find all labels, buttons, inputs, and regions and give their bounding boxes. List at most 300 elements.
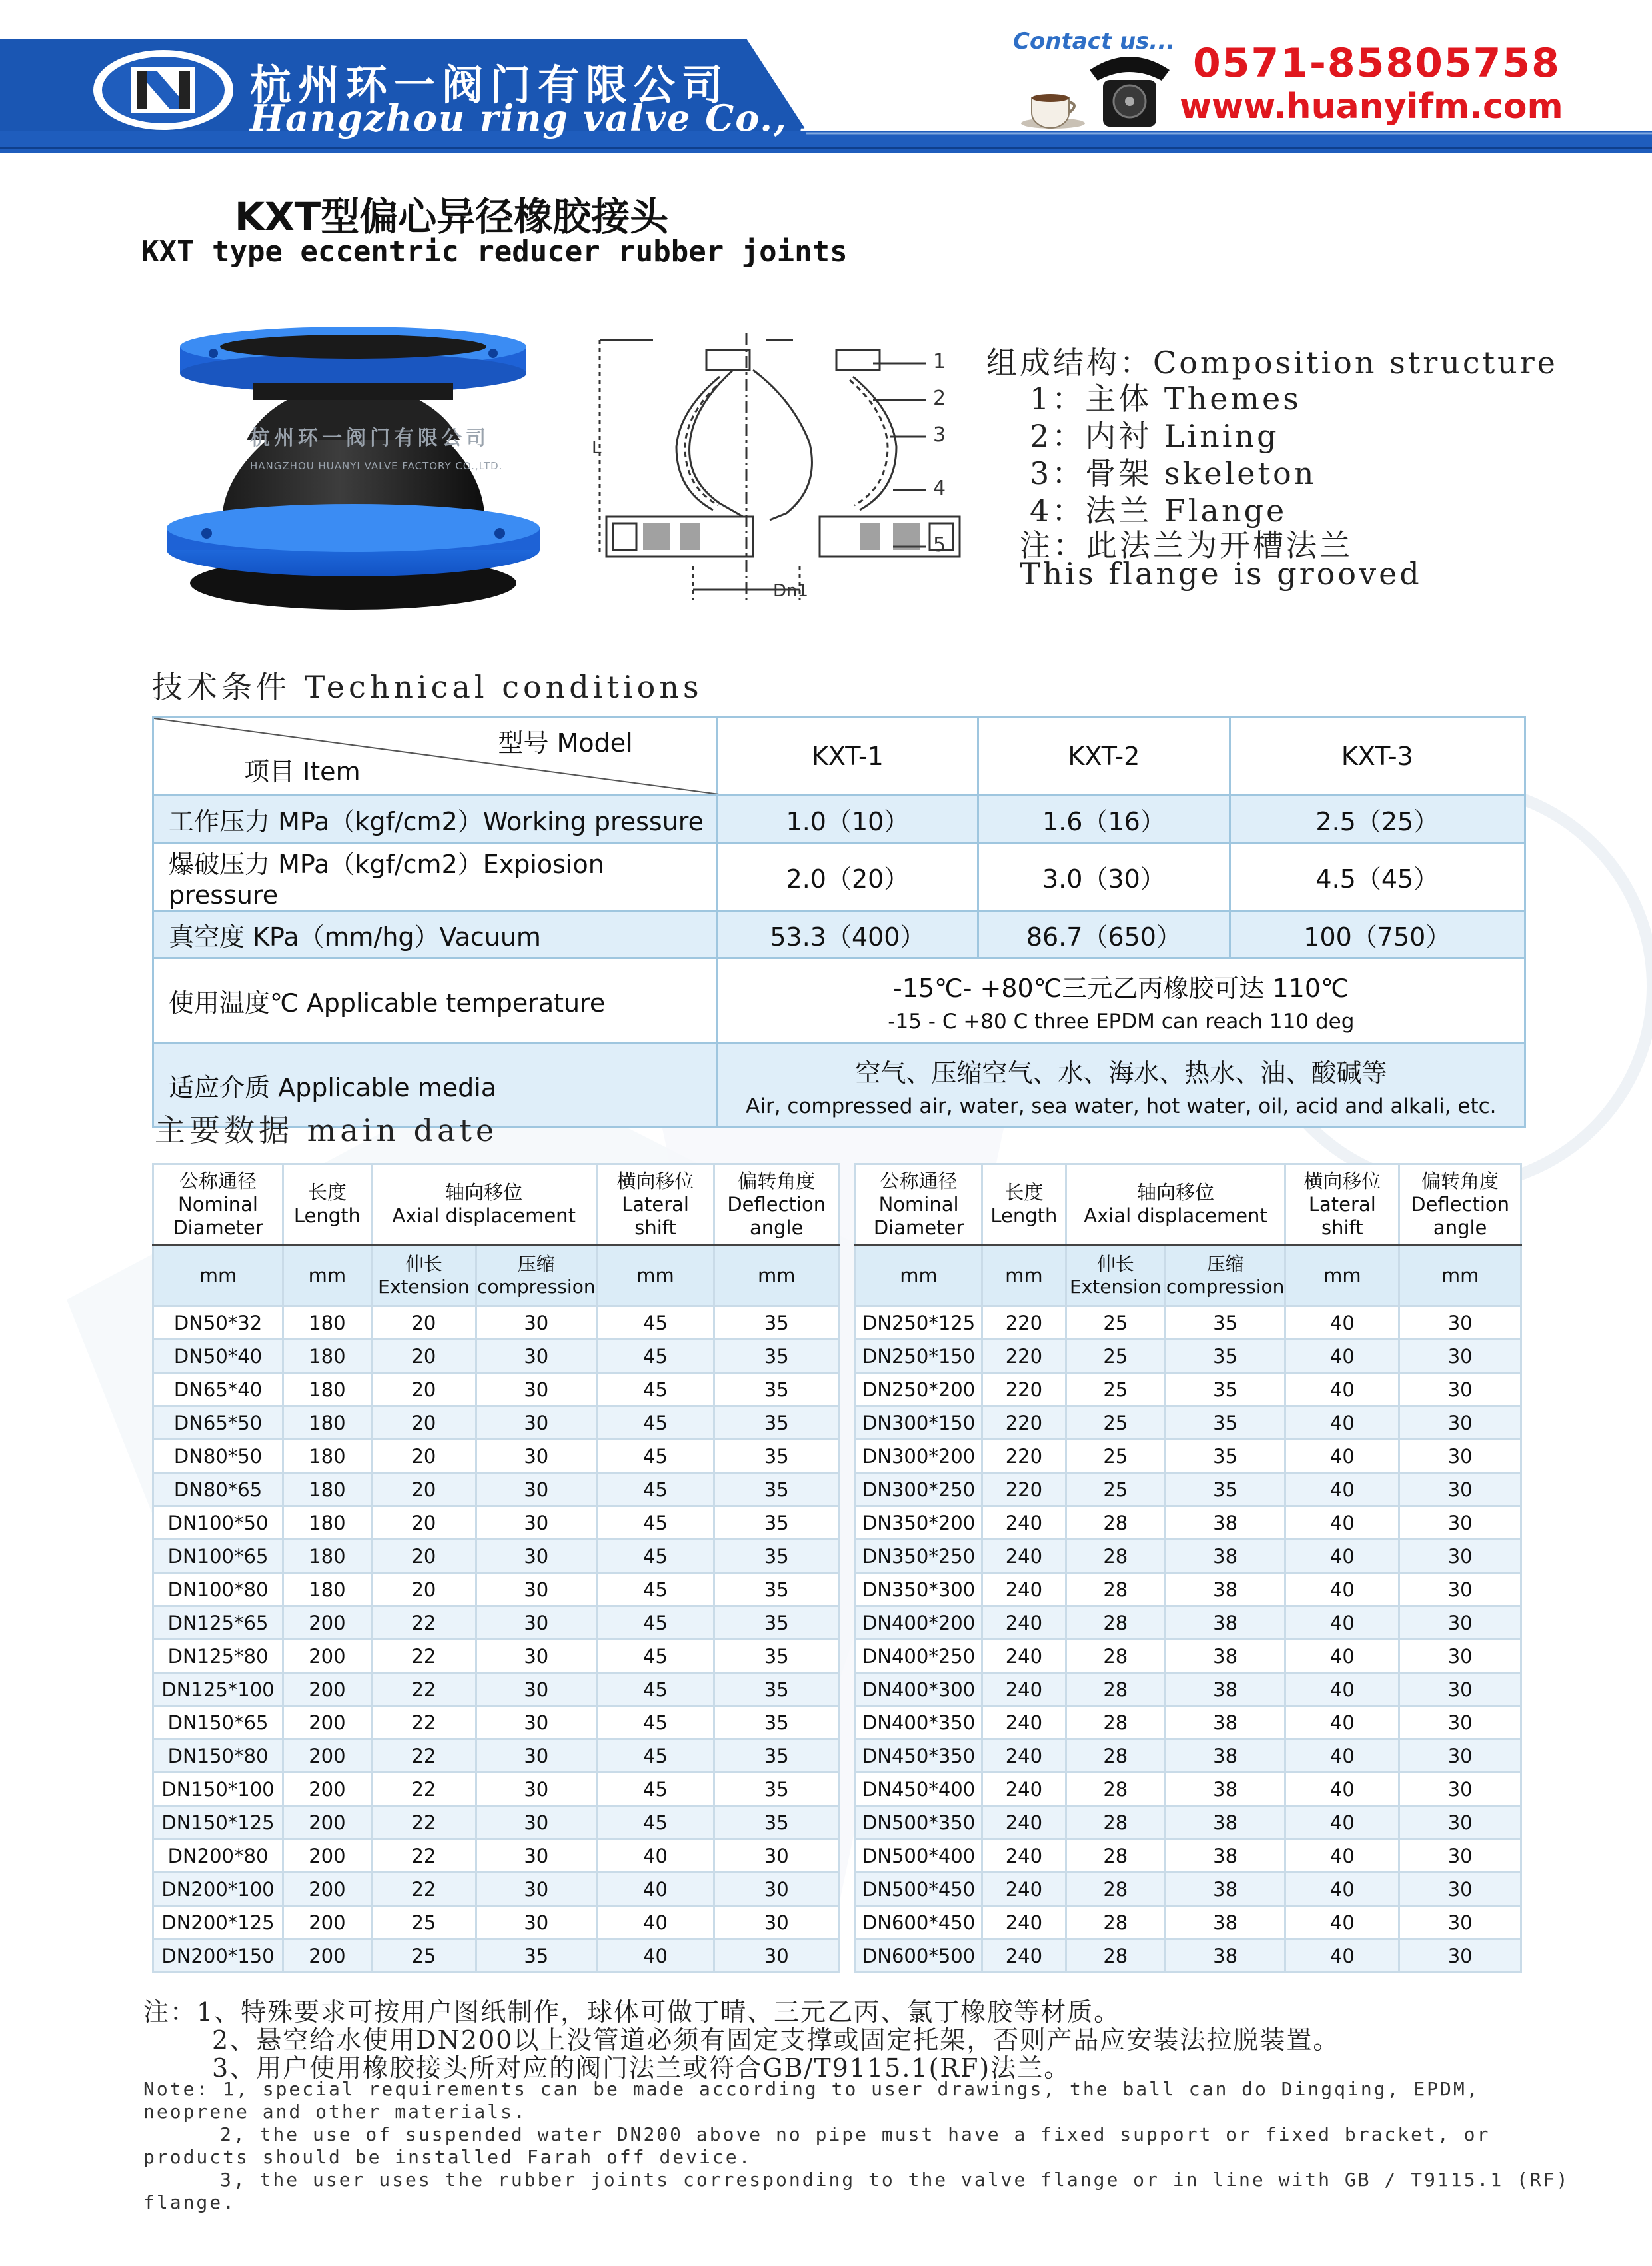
table-row: [856, 1540, 1521, 1573]
data-cell: 28: [1066, 1806, 1165, 1839]
data-cell: 30: [476, 1739, 597, 1773]
company-logo-icon: [90, 47, 237, 133]
data-cell: 22: [371, 1739, 476, 1773]
data-cell: 22: [371, 1673, 476, 1706]
tech-media-cell: [717, 1043, 1525, 1128]
table-row: [856, 1806, 1521, 1839]
data-cell: 30: [476, 1806, 597, 1839]
composition-item-1: 1：主体 Themes: [1030, 381, 1301, 417]
hdr-length: 长度 Length: [982, 1164, 1066, 1246]
data-cell: 28: [1066, 1506, 1165, 1540]
data-cell: 38: [1165, 1706, 1285, 1739]
data-cell: 40: [1285, 1540, 1399, 1573]
data-cell: 40: [1285, 1340, 1399, 1373]
data-cell: 45: [596, 1340, 714, 1373]
tech-row-label: 真空度 KPa（mm/hg）Vacuum: [153, 911, 718, 958]
data-cell: 40: [1285, 1939, 1399, 1973]
data-cell: 30: [1399, 1440, 1521, 1473]
data-cell: 200: [283, 1939, 372, 1973]
nominal-diameter-cell: DN80*50: [153, 1440, 283, 1473]
data-cell: 240: [982, 1806, 1066, 1839]
data-cell: 35: [714, 1473, 839, 1506]
data-cell: 45: [596, 1606, 714, 1640]
table-row: [856, 1306, 1521, 1340]
data-cell: 22: [371, 1773, 476, 1806]
data-cell: 200: [283, 1806, 372, 1839]
data-cell: 35: [714, 1606, 839, 1640]
data-cell: 30: [476, 1706, 597, 1739]
nominal-diameter-cell: DN450*350: [856, 1739, 982, 1773]
nominal-diameter-cell: DN250*125: [856, 1306, 982, 1340]
data-cell: 28: [1066, 1873, 1165, 1906]
tech-cell: 86.7（650）: [978, 911, 1230, 958]
tech-header-corner: [153, 718, 718, 796]
data-cell: 40: [1285, 1406, 1399, 1440]
data-cell: 25: [1066, 1340, 1165, 1373]
unit-mm: mm: [1399, 1245, 1521, 1306]
nominal-diameter-cell: DN250*200: [856, 1373, 982, 1406]
table-row: [856, 1473, 1521, 1506]
website-url: www.huanyifm.com: [1180, 87, 1563, 127]
note-en-2a: 2, the use of suspended water DN200 above no pipe must have a fixed support or fixed bracket, or: [220, 2123, 1491, 2145]
data-cell: 45: [596, 1506, 714, 1540]
data-cell: 200: [283, 1839, 372, 1873]
unit-mm: mm: [153, 1245, 283, 1306]
table-row: [153, 1739, 839, 1773]
table-row: [856, 1573, 1521, 1606]
data-cell: 30: [476, 1873, 597, 1906]
data-cell: 30: [476, 1573, 597, 1606]
data-cell: 30: [714, 1873, 839, 1906]
nominal-diameter-cell: DN100*65: [153, 1540, 283, 1573]
table-row: [856, 1706, 1521, 1739]
data-cell: 20: [371, 1340, 476, 1373]
data-cell: 30: [1399, 1406, 1521, 1440]
table-row: [856, 1340, 1521, 1373]
diagram-label-4: 4: [933, 477, 946, 500]
data-cell: 40: [1285, 1706, 1399, 1739]
tech-cell: 2.0（20）: [717, 843, 978, 911]
nominal-diameter-cell: DN200*100: [153, 1873, 283, 1906]
data-cell: 25: [1066, 1306, 1165, 1340]
data-cell: 30: [476, 1373, 597, 1406]
data-cell: 35: [476, 1939, 597, 1973]
data-cell: 240: [982, 1739, 1066, 1773]
data-cell: 240: [982, 1673, 1066, 1706]
data-cell: 35: [714, 1306, 839, 1340]
tech-conditions-table: [152, 716, 1526, 1128]
data-cell: 25: [1066, 1373, 1165, 1406]
data-cell: 38: [1165, 1806, 1285, 1839]
table-row: [153, 1306, 839, 1340]
table-row: [153, 1640, 839, 1673]
nominal-diameter-cell: DN125*65: [153, 1606, 283, 1640]
tech-cell: 2.5（25）: [1230, 796, 1525, 843]
nominal-diameter-cell: DN300*250: [856, 1473, 982, 1506]
data-cell: 30: [1399, 1640, 1521, 1673]
tech-cell: 1.6（16）: [978, 796, 1230, 843]
table-row: [153, 1939, 839, 1973]
unit-mm: mm: [283, 1245, 372, 1306]
tech-temperature-cell: [717, 958, 1525, 1043]
data-cell: 45: [596, 1706, 714, 1739]
data-cell: 20: [371, 1406, 476, 1440]
nominal-diameter-cell: DN200*125: [153, 1906, 283, 1939]
data-cell: 180: [283, 1473, 372, 1506]
hdr-nominal: 公称通径 Nominal Diameter: [856, 1164, 982, 1246]
data-cell: 35: [714, 1540, 839, 1573]
data-cell: 28: [1066, 1739, 1165, 1773]
data-cell: 25: [1066, 1406, 1165, 1440]
nominal-diameter-cell: DN300*150: [856, 1406, 982, 1440]
data-cell: 220: [982, 1406, 1066, 1440]
nominal-diameter-cell: DN600*450: [856, 1906, 982, 1939]
hdr-lateral: 横向移位 Lateral shift: [1285, 1164, 1399, 1246]
data-cell: 30: [1399, 1673, 1521, 1706]
data-cell: 35: [714, 1706, 839, 1739]
table-row: [856, 1906, 1521, 1939]
tech-media-cn: 空气、压缩空气、水、海水、热水、油、酸碱等: [855, 1058, 1387, 1088]
data-cell: 30: [476, 1306, 597, 1340]
data-cell: 38: [1165, 1606, 1285, 1640]
data-cell: 28: [1066, 1540, 1165, 1573]
hdr-axial: 轴向移位 Axial displacement: [1066, 1164, 1285, 1246]
data-cell: 40: [1285, 1906, 1399, 1939]
photo-watermark-en: HANGZHOU HUANYI VALVE FACTORY CO.,LTD.: [250, 460, 503, 472]
data-cell: 35: [1165, 1373, 1285, 1406]
tech-model-2: KXT-2: [978, 718, 1230, 796]
data-cell: 45: [596, 1406, 714, 1440]
table-row: [153, 1506, 839, 1540]
data-cell: 38: [1165, 1540, 1285, 1573]
data-cell: 35: [714, 1573, 839, 1606]
data-cell: 22: [371, 1839, 476, 1873]
header-banner: [0, 0, 1652, 153]
data-cell: 30: [1399, 1739, 1521, 1773]
data-cell: 30: [476, 1839, 597, 1873]
data-cell: 240: [982, 1873, 1066, 1906]
data-cell: 220: [982, 1473, 1066, 1506]
data-cell: 30: [476, 1506, 597, 1540]
tech-model-1: KXT-1: [717, 718, 978, 796]
data-cell: 45: [596, 1673, 714, 1706]
data-cell: 30: [1399, 1939, 1521, 1973]
nominal-diameter-cell: DN400*300: [856, 1673, 982, 1706]
composition-item-3: 3：骨架 skeleton: [1030, 455, 1317, 491]
main-data-table-left: [152, 1163, 840, 1973]
data-cell: 30: [1399, 1540, 1521, 1573]
hdr-extension: 伸长 Extension: [371, 1245, 476, 1306]
data-cell: 35: [1165, 1406, 1285, 1440]
table-row: [153, 1773, 839, 1806]
data-cell: 45: [596, 1640, 714, 1673]
data-cell: 40: [1285, 1739, 1399, 1773]
data-cell: 28: [1066, 1773, 1165, 1806]
data-cell: 38: [1165, 1906, 1285, 1939]
nominal-diameter-cell: DN65*40: [153, 1373, 283, 1406]
nominal-diameter-cell: DN500*400: [856, 1839, 982, 1873]
unit-mm: mm: [596, 1245, 714, 1306]
nominal-diameter-cell: DN200*150: [153, 1939, 283, 1973]
data-cell: 35: [714, 1340, 839, 1373]
nominal-diameter-cell: DN100*80: [153, 1573, 283, 1606]
note-en-1b: neoprene and other materials.: [143, 2101, 527, 2123]
data-cell: 35: [1165, 1306, 1285, 1340]
main-data-table-right: [854, 1163, 1522, 1973]
data-cell: 220: [982, 1373, 1066, 1406]
data-cell: 180: [283, 1540, 372, 1573]
data-cell: 40: [596, 1873, 714, 1906]
data-cell: 28: [1066, 1673, 1165, 1706]
note-en-3b: flange.: [143, 2191, 237, 2213]
data-cell: 40: [1285, 1306, 1399, 1340]
note-cn-3: 3、用户使用橡胶接头所对应的阀门法兰或符合GB/T9115.1(RF)法兰。: [212, 2053, 1071, 2083]
data-cell: 35: [714, 1673, 839, 1706]
data-cell: 30: [1399, 1873, 1521, 1906]
data-cell: 30: [476, 1540, 597, 1573]
tech-row-label: 使用温度℃ Applicable temperature: [153, 958, 718, 1043]
unit-mm: mm: [1285, 1245, 1399, 1306]
table-row: [856, 1739, 1521, 1773]
data-cell: 28: [1066, 1640, 1165, 1673]
data-cell: 240: [982, 1706, 1066, 1739]
nominal-diameter-cell: DN500*450: [856, 1873, 982, 1906]
data-cell: 38: [1165, 1873, 1285, 1906]
note-cn-1: 注：1、特殊要求可按用户图纸制作，球体可做丁晴、三元乙丙、氯丁橡胶等材质。: [143, 1997, 1121, 2027]
nominal-diameter-cell: DN250*150: [856, 1340, 982, 1373]
diagram-dim-l: L: [592, 438, 602, 458]
data-cell: 28: [1066, 1939, 1165, 1973]
data-cell: 45: [596, 1773, 714, 1806]
nominal-diameter-cell: DN100*50: [153, 1506, 283, 1540]
data-cell: 25: [371, 1906, 476, 1939]
company-name-cn: 杭州环一阀门有限公司: [250, 61, 730, 109]
data-cell: 30: [1399, 1606, 1521, 1640]
data-cell: 38: [1165, 1939, 1285, 1973]
data-cell: 45: [596, 1739, 714, 1773]
data-cell: 40: [1285, 1873, 1399, 1906]
data-cell: 40: [1285, 1506, 1399, 1540]
nominal-diameter-cell: DN350*200: [856, 1506, 982, 1540]
data-cell: 240: [982, 1839, 1066, 1873]
hdr-axial: 轴向移位 Axial displacement: [371, 1164, 596, 1246]
composition-note-cn: 注：此法兰为开槽法兰: [1020, 527, 1353, 563]
data-cell: 35: [1165, 1440, 1285, 1473]
data-cell: 35: [714, 1440, 839, 1473]
data-cell: 200: [283, 1640, 372, 1673]
data-cell: 200: [283, 1773, 372, 1806]
composition-item-4: 4：法兰 Flange: [1030, 493, 1287, 529]
data-cell: 45: [596, 1440, 714, 1473]
data-cell: 38: [1165, 1640, 1285, 1673]
data-cell: 22: [371, 1806, 476, 1839]
nominal-diameter-cell: DN400*250: [856, 1640, 982, 1673]
data-cell: 30: [714, 1906, 839, 1939]
tech-model-label: 型号 Model: [498, 728, 633, 758]
data-cell: 38: [1165, 1839, 1285, 1873]
unit-mm: mm: [982, 1245, 1066, 1306]
nominal-diameter-cell: DN600*500: [856, 1939, 982, 1973]
data-cell: 30: [1399, 1473, 1521, 1506]
diagram-label-1: 1: [933, 350, 946, 373]
data-cell: 220: [982, 1340, 1066, 1373]
data-cell: 40: [1285, 1473, 1399, 1506]
data-cell: 180: [283, 1440, 372, 1473]
data-cell: 28: [1066, 1906, 1165, 1939]
table-row: [153, 1340, 839, 1373]
data-cell: 30: [476, 1440, 597, 1473]
tech-model-3: KXT-3: [1230, 718, 1525, 796]
data-cell: 35: [714, 1506, 839, 1540]
data-cell: 28: [1066, 1573, 1165, 1606]
tech-item-label: 项目 Item: [244, 757, 361, 786]
company-name-en: Hangzhou ring valve Co., Ltd.: [250, 97, 887, 139]
data-cell: 20: [371, 1440, 476, 1473]
data-cell: 240: [982, 1640, 1066, 1673]
table-row: [856, 1939, 1521, 1973]
table-row: [153, 1906, 839, 1939]
nominal-diameter-cell: DN350*300: [856, 1573, 982, 1606]
data-cell: 20: [371, 1373, 476, 1406]
data-cell: 22: [371, 1640, 476, 1673]
data-cell: 38: [1165, 1739, 1285, 1773]
data-cell: 30: [476, 1340, 597, 1373]
unit-mm: mm: [714, 1245, 839, 1306]
data-cell: 45: [596, 1306, 714, 1340]
coffee-cup-icon: [1020, 83, 1086, 130]
data-cell: 240: [982, 1506, 1066, 1540]
table-row: [153, 1473, 839, 1506]
tech-cell: 100（750）: [1230, 911, 1525, 958]
data-cell: 45: [596, 1540, 714, 1573]
data-cell: 30: [1399, 1506, 1521, 1540]
table-row: [153, 1806, 839, 1839]
tech-media-en: Air, compressed air, water, sea water, hot water, oil, acid and alkali, etc.: [746, 1094, 1497, 1118]
data-cell: 38: [1165, 1506, 1285, 1540]
data-cell: 35: [714, 1739, 839, 1773]
diagram-label-3: 3: [933, 423, 946, 447]
data-cell: 200: [283, 1673, 372, 1706]
nominal-diameter-cell: DN350*250: [856, 1540, 982, 1573]
tech-row-label: 工作压力 MPa（kgf/cm2）Working pressure: [153, 796, 718, 843]
nominal-diameter-cell: DN500*350: [856, 1806, 982, 1839]
data-cell: 35: [714, 1773, 839, 1806]
tech-row-temperature: [153, 958, 1525, 1043]
data-cell: 30: [476, 1606, 597, 1640]
telephone-icon: [1083, 40, 1176, 133]
data-cell: 240: [982, 1939, 1066, 1973]
table-row: [153, 1540, 839, 1573]
hdr-compression: 压缩 compression: [476, 1245, 597, 1306]
table-row: [856, 1873, 1521, 1906]
contact-label: Contact us...: [1013, 28, 1176, 55]
data-cell: 25: [1066, 1440, 1165, 1473]
data-cell: 35: [1165, 1340, 1285, 1373]
data-cell: 180: [283, 1373, 372, 1406]
tech-cell: 4.5（45）: [1230, 843, 1525, 911]
diagram-label-2: 2: [933, 387, 946, 410]
data-cell: 35: [1165, 1473, 1285, 1506]
data-cell: 30: [1399, 1573, 1521, 1606]
data-cell: 20: [371, 1506, 476, 1540]
nominal-diameter-cell: DN125*80: [153, 1640, 283, 1673]
data-cell: 20: [371, 1306, 476, 1340]
nominal-diameter-cell: DN80*65: [153, 1473, 283, 1506]
data-cell: 25: [371, 1939, 476, 1973]
data-cell: 40: [1285, 1373, 1399, 1406]
data-cell: 20: [371, 1573, 476, 1606]
tech-row-vacuum: [153, 911, 1525, 958]
data-cell: 180: [283, 1573, 372, 1606]
data-cell: 28: [1066, 1839, 1165, 1873]
data-cell: 200: [283, 1873, 372, 1906]
nominal-diameter-cell: DN150*65: [153, 1706, 283, 1739]
data-cell: 30: [476, 1406, 597, 1440]
data-cell: 45: [596, 1806, 714, 1839]
tech-row-label: 爆破压力 MPa（kgf/cm2）Expiosion pressure: [153, 843, 718, 911]
table-row: [153, 1839, 839, 1873]
data-cell: 240: [982, 1540, 1066, 1573]
data-cell: 40: [1285, 1839, 1399, 1873]
data-cell: 35: [714, 1806, 839, 1839]
data-cell: 45: [596, 1473, 714, 1506]
hdr-lateral: 横向移位 Lateral shift: [596, 1164, 714, 1246]
data-cell: 220: [982, 1306, 1066, 1340]
table-row: [153, 1573, 839, 1606]
hdr-deflection: 偏转角度 Deflection angle: [714, 1164, 839, 1246]
main-data-heading: 主要数据 main date: [155, 1112, 498, 1148]
table-row: [153, 1873, 839, 1906]
data-cell: 200: [283, 1606, 372, 1640]
tech-temperature-en: -15 - C +80 C three EPDM can reach 110 deg: [888, 1009, 1355, 1034]
table-row: [856, 1673, 1521, 1706]
table-row: [856, 1506, 1521, 1540]
tech-row-explosion-pressure: [153, 843, 1525, 911]
data-cell: 30: [476, 1773, 597, 1806]
data-cell: 30: [1399, 1706, 1521, 1739]
hdr-compression: 压缩 compression: [1165, 1245, 1285, 1306]
data-cell: 40: [1285, 1806, 1399, 1839]
table-row: [856, 1640, 1521, 1673]
nominal-diameter-cell: DN150*125: [153, 1806, 283, 1839]
data-cell: 38: [1165, 1573, 1285, 1606]
data-cell: 180: [283, 1306, 372, 1340]
nominal-diameter-cell: DN50*40: [153, 1340, 283, 1373]
nominal-diameter-cell: DN400*200: [856, 1606, 982, 1640]
nominal-diameter-cell: DN300*200: [856, 1440, 982, 1473]
data-cell: 240: [982, 1773, 1066, 1806]
note-en-3a: 3, the user uses the rubber joints corresponding to the valve flange or in line with GB / T9115.1 (RF): [220, 2169, 1570, 2191]
table-row: [856, 1773, 1521, 1806]
table-row: [153, 1706, 839, 1739]
nominal-diameter-cell: DN400*350: [856, 1706, 982, 1739]
data-cell: 40: [596, 1939, 714, 1973]
data-cell: 220: [982, 1440, 1066, 1473]
data-cell: 40: [1285, 1606, 1399, 1640]
data-cell: 30: [1399, 1839, 1521, 1873]
tech-cell: 1.0（10）: [717, 796, 978, 843]
hdr-deflection: 偏转角度 Deflection angle: [1399, 1164, 1521, 1246]
data-cell: 30: [476, 1673, 597, 1706]
data-cell: 30: [1399, 1906, 1521, 1939]
nominal-diameter-cell: DN65*50: [153, 1406, 283, 1440]
nominal-diameter-cell: DN125*100: [153, 1673, 283, 1706]
table-row: [856, 1440, 1521, 1473]
tech-temperature-cn: -15℃- +80℃三元乙丙橡胶可达 110℃: [893, 973, 1349, 1003]
data-cell: 40: [596, 1839, 714, 1873]
data-cell: 40: [596, 1906, 714, 1939]
tech-row-working-pressure: [153, 796, 1525, 843]
